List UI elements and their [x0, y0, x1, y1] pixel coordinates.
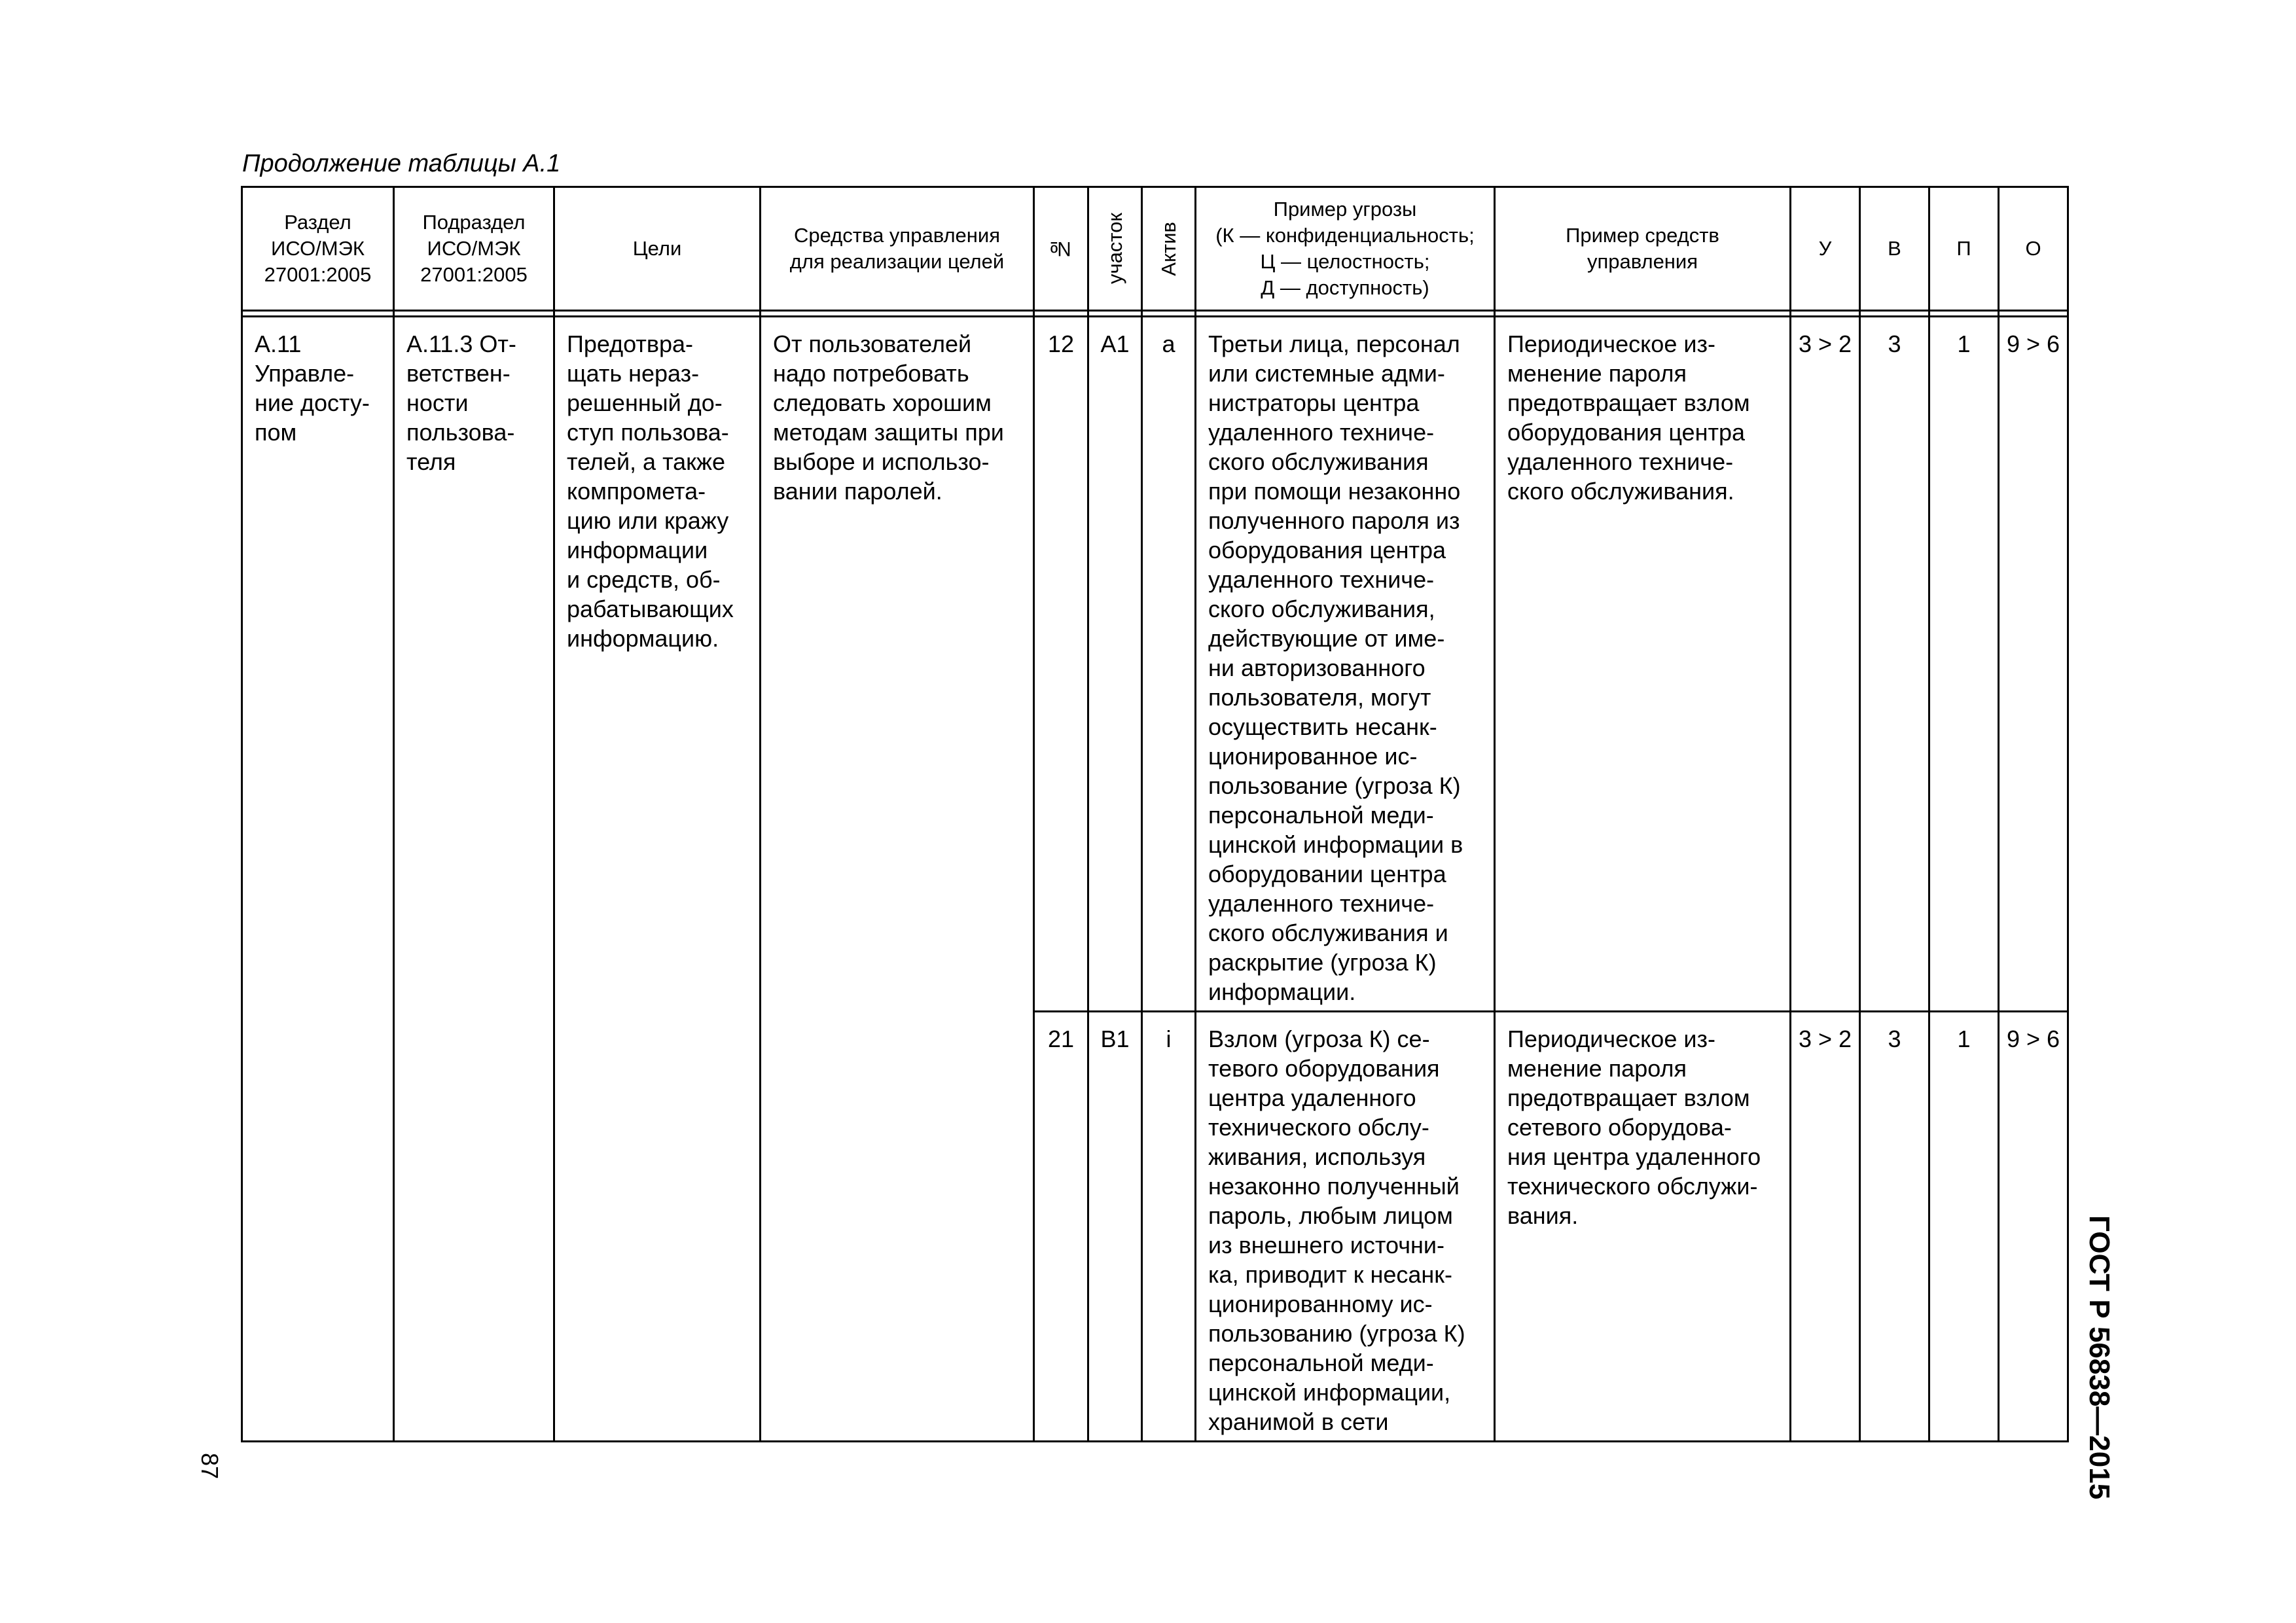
header-controls: Средства управления для реализации целей: [761, 187, 1034, 311]
cell-asset: а: [1142, 317, 1196, 1012]
header-area-label: участок: [1103, 213, 1126, 285]
page-number-label: 87: [196, 1452, 223, 1480]
cell-u: 3 > 2: [1791, 1012, 1860, 1442]
cell-u: 3 > 2: [1791, 317, 1860, 1012]
page-number: [195, 1440, 224, 1492]
header-control-example: Пример средств управления: [1495, 187, 1791, 311]
table-row: [242, 317, 2068, 1012]
header-o: О: [1999, 187, 2068, 311]
cell-asset: i: [1142, 1012, 1196, 1442]
cell-o: 9 > 6: [1999, 1012, 2068, 1442]
header-p: П: [1929, 187, 1999, 311]
cell-v: 3: [1860, 317, 1929, 1012]
header-separator: [242, 311, 2068, 317]
header-goals: Цели: [554, 187, 761, 311]
header-u: У: [1791, 187, 1860, 311]
header-number-label: №: [1049, 237, 1072, 260]
header-number: [1034, 187, 1088, 311]
cell-area: В1: [1088, 1012, 1142, 1442]
table-caption: Продолжение таблицы А.1: [242, 150, 561, 177]
cell-number: 21: [1034, 1012, 1088, 1442]
cell-subsection: А.11.3 От- ветствен- ности пользова- теля: [394, 317, 554, 1442]
header-area: [1088, 187, 1142, 311]
cell-number: 12: [1034, 317, 1088, 1012]
header-asset: [1142, 187, 1196, 311]
cell-v: 3: [1860, 1012, 1929, 1442]
document-code: [2083, 1215, 2115, 1500]
header-subsection: Подраздел ИСО/МЭК 27001:2005: [394, 187, 554, 311]
cell-goals: Предотвра- щать нераз- решенный до- ступ пользова- телей, а также компромета- цию или кражу информации и средств, об- рабатывающих информацию.: [554, 317, 761, 1442]
header-v: В: [1860, 187, 1929, 311]
cell-controls: От пользователей надо потребовать следовать хорошим методам защиты при выборе и использо- вании паролей.: [761, 317, 1034, 1442]
cell-threat: Взлом (угроза К) се- тевого оборудования центра удаленного технического обслу- живания, используя незаконно полученный пароль, любым лицом из внешнего источни- ка, приводит к несанк- ционированному ис- пользованию (угроза К) персональной меди- цинской информации, хранимой в сети: [1196, 1012, 1495, 1442]
header-asset-label: Актив: [1157, 221, 1180, 276]
cell-o: 9 > 6: [1999, 317, 2068, 1012]
document-code-label: ГОСТ Р 56838—2015: [2083, 1215, 2115, 1500]
header-threat: Пример угрозы (К — конфиденциальность; Ц — целостность; Д — доступность): [1196, 187, 1495, 311]
table-header-row: [242, 187, 2068, 311]
cell-threat: Третьи лица, персонал или системные адми- нистраторы центра удаленного техниче- ского обслуживания при помощи незаконно полученного пароля из оборудования центра удаленного техниче- ского обслуживания, действующие от име- ни авторизованного пользователя, могут осуществить несанк- ционированное ис- пользование (угроза К) персональной меди- цинской информации в оборудовании центра удаленного техниче- ского обслуживания и раскрытие (угроза К) информации.: [1196, 317, 1495, 1012]
cell-control-example: Периодическое из- менение пароля предотвращает взлом оборудования центра удаленного техниче- ского обслуживания.: [1495, 317, 1791, 1012]
continuation-table: [241, 186, 2069, 1442]
cell-area: А1: [1088, 317, 1142, 1012]
cell-control-example: Периодическое из- менение пароля предотвращает взлом сетевого оборудова- ния центра удаленного технического обслужи- вания.: [1495, 1012, 1791, 1442]
cell-section: А.11 Управле- ние досту- пом: [242, 317, 394, 1442]
cell-p: 1: [1929, 1012, 1999, 1442]
cell-p: 1: [1929, 317, 1999, 1012]
header-section: Раздел ИСО/МЭК 27001:2005: [242, 187, 394, 311]
